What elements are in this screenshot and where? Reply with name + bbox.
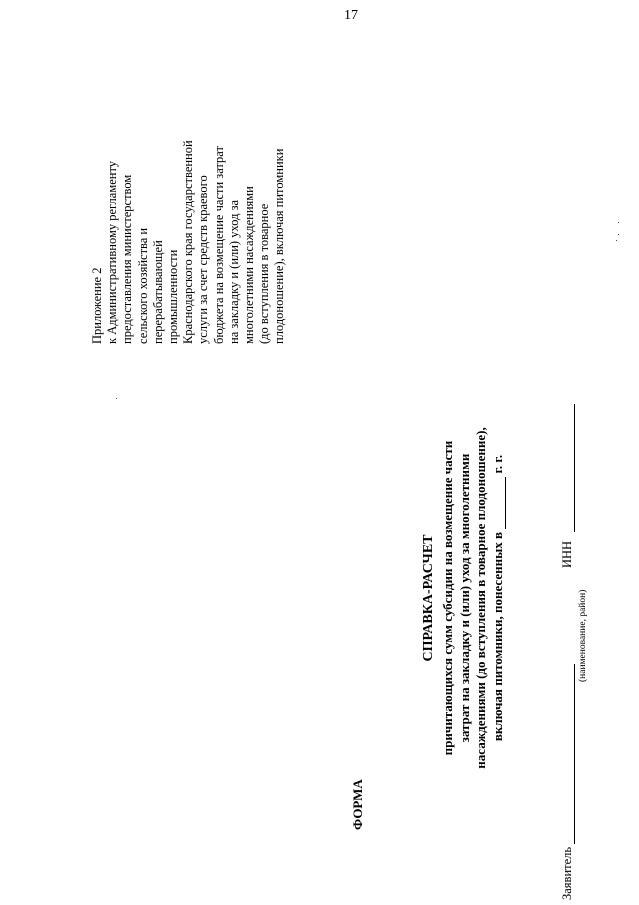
- applicant-caption: (наименование, район): [578, 589, 588, 682]
- appendix-line: услуги за счет средств краевого: [196, 175, 211, 344]
- appendix-line: Приложение 2: [90, 267, 104, 344]
- applicant-label: Заявитель: [560, 846, 574, 900]
- page-number: 17: [344, 8, 358, 23]
- subtitle-line: причитающихся сумм субсидии на возмещение части: [440, 440, 455, 756]
- applicant-blank: [562, 664, 575, 844]
- appendix-line: промышленности: [166, 249, 181, 344]
- appendix-line: сельского хозяйства и: [135, 227, 150, 344]
- applicant-row: [560, 664, 575, 900]
- appendix-line: Краснодарского края государственной: [181, 140, 196, 344]
- subtitle-line-last: [490, 368, 507, 828]
- appendix-line: многолетними насаждениями: [242, 186, 257, 344]
- appendix-line: перерабатывающей: [150, 240, 165, 344]
- scan-speck: [618, 222, 619, 223]
- document-title: СПРАВКА-РАСЧЕТ: [421, 534, 436, 662]
- inn-blank: [562, 404, 575, 532]
- subtitle-line: затрат на закладку и (или) уход за многолетними: [456, 453, 472, 743]
- appendix-line: к Административному регламенту: [105, 160, 120, 344]
- appendix-line: плодоношение), включая питомники: [272, 148, 287, 344]
- form-label: ФОРМА: [350, 779, 365, 830]
- inn-row: [560, 404, 575, 568]
- scan-speck: [618, 234, 619, 235]
- scan-speck: [116, 398, 117, 399]
- subtitle-last-suffix: г. г.: [489, 454, 505, 474]
- inn-label: ИНН: [560, 540, 574, 568]
- scan-speck: [616, 240, 617, 241]
- appendix-line: на закладку и (или) уход за: [226, 199, 241, 344]
- document-title-block: [418, 368, 506, 828]
- appendix-line: бюджета на возмещение части затрат: [211, 146, 226, 344]
- subtitle-last-prefix: включая питомники, понесенных в: [489, 532, 505, 742]
- year-blank: [493, 477, 506, 529]
- subtitle-line: насаждениями (до вступления в товарное плодоношение),: [473, 427, 489, 769]
- appendix-line: (до вступления в товарное: [257, 203, 272, 344]
- appendix-note: [90, 64, 288, 344]
- appendix-line: предоставления министерством: [120, 174, 135, 344]
